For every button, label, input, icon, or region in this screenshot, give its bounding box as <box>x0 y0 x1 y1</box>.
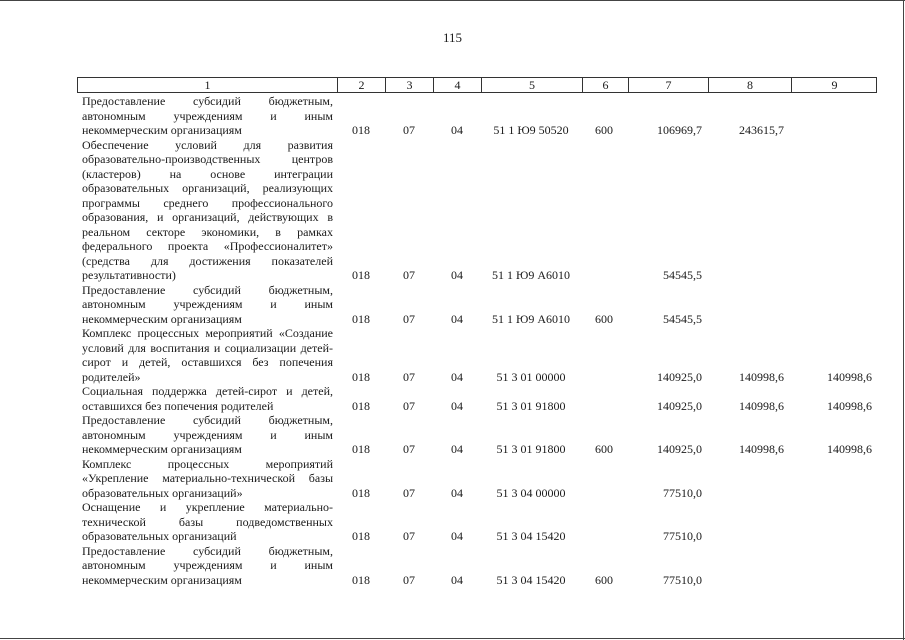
cell-c2: 018 <box>352 268 370 282</box>
cell-c3: 07 <box>403 572 415 587</box>
table-row <box>77 384 877 413</box>
table-row <box>77 457 877 501</box>
row-description: Комплекс процессных мероприятий «Укрепление материально-технической базы образовательных организаций» <box>82 456 333 500</box>
cell-c8: 140998,6 <box>739 442 784 456</box>
cell-c4: 04 <box>451 311 463 326</box>
cell-c7: 77510,0 <box>663 485 702 500</box>
row-description: Предоставление субсидий бюджетным, автономным учреждениям и иным некоммерческим организациям <box>82 543 333 587</box>
table-row <box>77 283 877 327</box>
header-col-2: 2 <box>337 78 385 92</box>
row-description: Комплекс процессных мероприятий «Создание условий для воспитания и социализации детей-сирот и детей, оставшихся без попечения родителей» <box>82 326 333 384</box>
page-border-right <box>903 0 904 640</box>
cell-c7: 77510,0 <box>663 572 702 587</box>
cell-c8: 243615,7 <box>739 123 784 137</box>
cell-c4: 04 <box>451 442 463 456</box>
page-number: 115 <box>442 30 463 45</box>
cell-c2: 018 <box>352 572 370 587</box>
cell-c3: 07 <box>403 369 415 384</box>
cell-c7: 140925,0 <box>657 442 702 456</box>
table-row <box>77 413 877 457</box>
cell-c8: 140998,6 <box>739 398 784 413</box>
row-description: Социальная поддержка детей-сирот и детей, оставшихся без попечения родителей <box>82 384 333 413</box>
cell-c2: 018 <box>352 369 370 384</box>
cell-c4: 04 <box>451 485 463 500</box>
table-row <box>77 138 877 283</box>
cell-c3: 07 <box>403 123 415 137</box>
cell-c2: 018 <box>352 123 370 137</box>
table-row <box>77 544 877 588</box>
table-body <box>77 94 877 587</box>
cell-c5: 51 3 01 91800 <box>496 398 566 413</box>
cell-c3: 07 <box>403 268 415 282</box>
cell-c4: 04 <box>451 398 463 413</box>
row-description: Предоставление субсидий бюджетным, автономным учреждениям и иным некоммерческим организациям <box>82 94 333 137</box>
cell-c5: 51 1 Ю9 50520 <box>493 123 569 137</box>
cell-c2: 018 <box>352 529 370 543</box>
cell-c6: 600 <box>595 123 613 137</box>
cell-c3: 07 <box>403 398 415 413</box>
cell-c7: 54545,5 <box>663 311 702 326</box>
table-header <box>77 77 877 93</box>
table-row <box>77 94 877 138</box>
header-col-4: 4 <box>433 78 481 92</box>
cell-c2: 018 <box>352 398 370 413</box>
cell-c5: 51 3 04 15420 <box>496 529 566 543</box>
cell-c4: 04 <box>451 268 463 282</box>
cell-c4: 04 <box>451 529 463 543</box>
cell-c2: 018 <box>352 311 370 326</box>
cell-c9: 140998,6 <box>827 442 872 456</box>
cell-c6: 600 <box>595 442 613 456</box>
cell-c3: 07 <box>403 485 415 500</box>
cell-c3: 07 <box>403 442 415 456</box>
header-col-1: 1 <box>204 78 211 92</box>
cell-c9: 140998,6 <box>827 369 872 384</box>
row-description: Предоставление субсидий бюджетным, автономным учреждениям и иным некоммерческим организациям <box>82 282 333 326</box>
cell-c6: 600 <box>595 311 613 326</box>
row-description: Оснащение и укрепление материально-технической базы подведомственных образовательных организаций <box>82 500 333 543</box>
cell-c4: 04 <box>451 369 463 384</box>
cell-c2: 018 <box>352 485 370 500</box>
page-border-bottom <box>0 638 905 639</box>
table-row <box>77 326 877 384</box>
cell-c3: 07 <box>403 311 415 326</box>
cell-c5: 51 3 01 00000 <box>496 369 566 384</box>
cell-c5: 51 3 01 91800 <box>496 442 566 456</box>
header-col-8: 8 <box>708 78 791 92</box>
cell-c2: 018 <box>352 442 370 456</box>
cell-c7: 140925,0 <box>657 369 702 384</box>
header-col-6: 6 <box>582 78 628 92</box>
cell-c7: 54545,5 <box>663 268 702 282</box>
cell-c4: 04 <box>451 123 463 137</box>
cell-c7: 140925,0 <box>657 398 702 413</box>
cell-c7: 106969,7 <box>657 123 702 137</box>
cell-c4: 04 <box>451 572 463 587</box>
cell-c9: 140998,6 <box>827 398 872 413</box>
table-row <box>77 500 877 544</box>
cell-c5: 51 3 04 15420 <box>496 572 566 587</box>
cell-c5: 51 3 04 00000 <box>496 485 566 500</box>
cell-c3: 07 <box>403 529 415 543</box>
row-description: Предоставление субсидий бюджетным, автономным учреждениям и иным некоммерческим организациям <box>82 413 333 456</box>
page-border-top <box>0 0 905 1</box>
cell-c8: 140998,6 <box>739 369 784 384</box>
header-col-3: 3 <box>385 78 433 92</box>
header-col-5: 5 <box>481 78 582 92</box>
cell-c5: 51 1 Ю9 А6010 <box>492 268 570 282</box>
cell-c5: 51 1 Ю9 А6010 <box>492 311 570 326</box>
cell-c7: 77510,0 <box>663 529 702 543</box>
header-col-7: 7 <box>628 78 708 92</box>
cell-c6: 600 <box>595 572 613 587</box>
header-col-9: 9 <box>791 78 877 92</box>
row-description: Обеспечение условий для развития образовательно-производственных центров (кластеров) на основе интеграции образовательных организаций, реализующих программы среднего профессионального образования, и организаций, действующих в реальном секторе экономики, в рамках федерального проекта «Профессионалитет» (средства для достижения показателей результативности) <box>82 137 333 282</box>
